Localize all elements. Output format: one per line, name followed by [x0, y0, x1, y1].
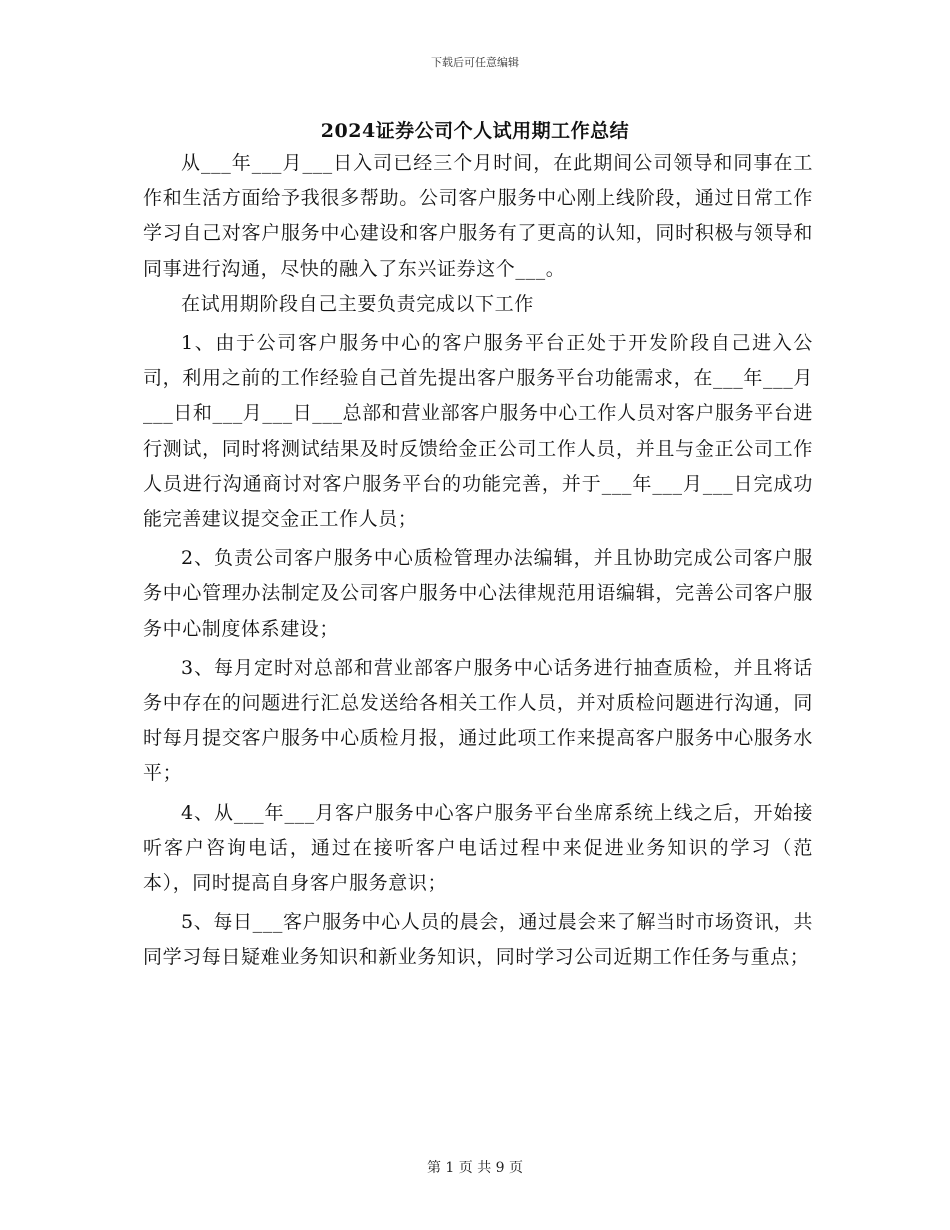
page-number: 第 1 页 共 9 页 — [426, 1160, 524, 1176]
document-title: 2024证券公司个人试用期工作总结 — [320, 120, 630, 142]
document-body — [143, 146, 813, 976]
paragraph-item-4: 4、从___年___月客户服务中心客户服务平台坐席系统上线之后，开始接听客户咨询电话，通过在接听客户电话过程中来促进业务知识的学习（范本），同时提高自身客户服务意识； — [143, 801, 813, 895]
paragraph-item-3: 3、每月定时对总部和营业部客户服务中心话务进行抽查质检，并且将话务中存在的问题进行汇总发送给各相关工作人员，并对质检问题进行沟通，同时每月提交客户服务中心质检月报，通过此项工作来提高客户服务中心服务水平； — [143, 656, 813, 785]
paragraph-task-heading: 在试用期阶段自己主要负责完成以下工作 — [181, 292, 534, 315]
paragraph-item-1: 1、由于公司客户服务中心的客户服务平台正处于开发阶段自己进入公司，利用之前的工作经验自己首先提出客户服务平台功能需求，在___年___月___日和___月___日___总部和营业部客户服务中心工作人员对客户服务平台进行测试，同时将测试结果及时反馈给金正公司工作人员，并且与金正公司工作人员进行沟通商讨对客户服务平台的功能完善，并于___年___月___日完成功能完善建议提交金正工作人员； — [143, 332, 814, 531]
paragraph-item-2: 2、负责公司客户服务中心质检管理办法编辑，并且协助完成公司客户服务中心管理办法制定及公司客户服务中心法律规范用语编辑，完善公司客户服务中心制度体系建设； — [143, 547, 813, 640]
paragraph-item-5: 5、每日___客户服务中心人员的晨会，通过晨会来了解当时市场资讯，共同学习每日疑难业务知识和新业务知识，同时学习公司近期工作任务与重点； — [143, 911, 813, 969]
paragraph-intro: 从___年___月___日入司已经三个月时间，在此期间公司领导和同事在工作和生活方面给予我很多帮助。公司客户服务中心刚上线阶段，通过日常工作学习自己对客户服务中心建设和客户服务有了更高的认知，同时积极与领导和同事进行沟通，尽快的融入了东兴证券这个___。 — [143, 152, 813, 280]
page-header-note: 下载后可任意编辑 — [431, 56, 519, 69]
